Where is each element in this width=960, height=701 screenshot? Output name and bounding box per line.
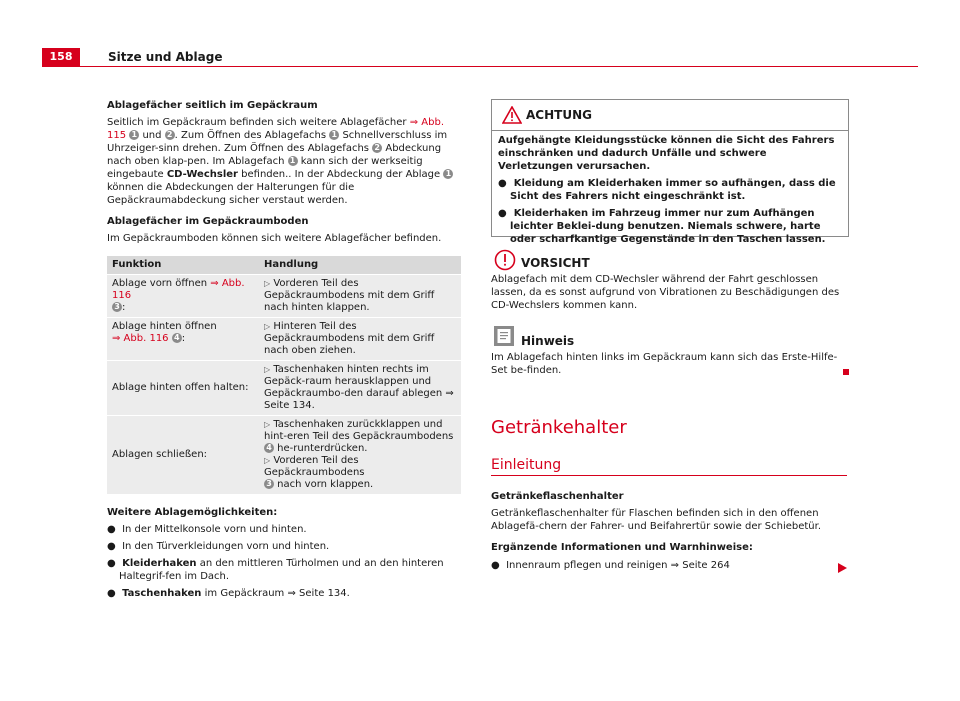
- text: befinden.. In der Abdeckung der Ablage: [237, 169, 444, 180]
- info-icon: [493, 325, 515, 347]
- paragraph-side-compartments: [107, 116, 463, 207]
- bold-text: CD-Wechsler: [166, 169, 238, 180]
- table-cell-action: [259, 361, 461, 416]
- bullet: ●: [107, 524, 116, 535]
- header-rule: [42, 66, 918, 67]
- figure-link[interactable]: ⇒ Abb. 116: [112, 278, 245, 301]
- continue-arrow-icon: [838, 563, 847, 573]
- text: . Zum Öffnen des Ablagefachs: [174, 130, 330, 141]
- heading-additional-info: Ergänzende Informationen und Warnhinweise:: [491, 542, 753, 553]
- heading-more-storage: Weitere Ablagemöglichkeiten:: [107, 507, 278, 518]
- text[interactable]: Innenraum pflegen und reinigen ⇒ Seite 264: [506, 560, 730, 571]
- bold-text: Kleiderhaken: [122, 558, 197, 569]
- text: Seitlich im Gepäckraum befinden sich weitere Ablagefächer: [107, 117, 410, 128]
- text: Abdeckung nach oben klap-pen. Im Ablagefach: [107, 143, 442, 167]
- subsection-rule: [491, 475, 847, 476]
- text: In den Türverkleidungen vorn und hinten.: [122, 541, 330, 552]
- text: Taschenhaken hinten rechts im Gepäck-raum herausklappen und Gepäckraumbo-den darauf ablegen ⇒ Seite 134.: [264, 364, 454, 411]
- warning-header: [492, 100, 848, 131]
- text: Kleiderhaken im Fahrzeug immer nur zum Aufhängen leichter Beklei-dung benutzen. Niemals schwere, harte oder scharfkantige Gegenstände in den Taschen lassen.: [510, 208, 826, 245]
- text: Ablage vorn öffnen: [112, 278, 211, 289]
- list-item: [107, 523, 463, 536]
- callout-4: 4: [172, 333, 182, 343]
- triangle-icon: ▷: [264, 365, 271, 374]
- warning-body: [492, 131, 848, 246]
- list-item: [107, 557, 463, 583]
- paragraph-bottle-holder: Getränkeflaschenhalter für Flaschen befinden sich in den offenen Ablagefä-chern der Fahrer- und Beifahrertür sowie der Schiebetür.: [491, 508, 822, 532]
- caution-icon: [494, 249, 516, 271]
- heading-bottle-holder: Getränkeflaschenhalter: [491, 491, 624, 502]
- text: an den mittleren Türholmen und an den hinteren Haltegrif-fen im Dach.: [119, 558, 444, 582]
- figure-link[interactable]: ⇒ Abb. 115: [107, 117, 444, 141]
- table-cell-function: Ablage hinten offen halten:: [107, 361, 259, 416]
- function-table: [107, 256, 461, 494]
- caution-title: VORSICHT: [521, 256, 590, 270]
- callout-1: 1: [129, 130, 139, 140]
- warning-title: ACHTUNG: [526, 108, 592, 122]
- text: he-runterdrücken.: [274, 443, 368, 454]
- text: :: [181, 333, 186, 344]
- table-cell-function: Ablagen schließen:: [107, 416, 259, 495]
- bullet: ●: [498, 178, 507, 189]
- text: können die Abdeckungen der Halterungen für die Gepäckraumabdeckung sicher verstaut werden.: [107, 182, 355, 206]
- callout-2: 2: [372, 143, 382, 153]
- text: im Gepäckraum ⇒ Seite 134.: [201, 588, 350, 599]
- callout-4: 4: [264, 443, 274, 453]
- triangle-icon: ▷: [264, 420, 271, 429]
- table-row: [107, 318, 461, 361]
- figure-link[interactable]: ⇒ Abb. 116: [112, 333, 169, 344]
- table-header-row: [107, 256, 461, 275]
- text: Ablage hinten öffnen: [112, 321, 217, 332]
- triangle-icon: ▷: [264, 456, 271, 465]
- warning-box: [491, 99, 849, 245]
- warning-text: Aufgehängte Kleidungsstücke können die Sicht des Fahrers einschränken und dadurch Unfälle und schwere Verletzungen verursachen.: [498, 135, 835, 172]
- callout-3: 3: [264, 479, 274, 489]
- callout-2: 2: [165, 130, 175, 140]
- callout-3: 3: [112, 302, 122, 312]
- page-number: 158: [42, 48, 80, 66]
- note-title: Hinweis: [521, 334, 575, 348]
- table-cell-action: [259, 275, 461, 318]
- chapter-title: Sitze und Ablage: [108, 50, 223, 64]
- bottle-holder-block: [491, 490, 847, 572]
- table-cell-function: [107, 318, 259, 361]
- warning-list-item: [498, 207, 842, 246]
- bullet: ●: [491, 560, 500, 571]
- warning-list-item: [498, 177, 842, 203]
- caution-text: Ablagefach mit dem CD-Wechsler während der Fahrt geschlossen lassen, da es sonst aufgrund von Vibrationen zu Beschädigungen des CD-Wechslers kommen kann.: [491, 274, 840, 311]
- list-item: [491, 559, 847, 572]
- heading-side-compartments: Ablagefächer seitlich im Gepäckraum: [107, 100, 318, 111]
- table-cell-action: [259, 416, 461, 495]
- heading-floor-compartments: Ablagefächer im Gepäckraumboden: [107, 216, 309, 227]
- list-item: [107, 540, 463, 553]
- table-header-action: Handlung: [259, 256, 461, 275]
- text: Vorderen Teil des Gepäckraumbodens mit dem Griff nach hinten klappen.: [264, 278, 435, 313]
- table-cell-function: [107, 275, 259, 318]
- triangle-icon: ▷: [264, 322, 271, 331]
- table-cell-action: [259, 318, 461, 361]
- callout-1: 1: [288, 156, 298, 166]
- note-text: Im Ablagefach hinten links im Gepäckraum kann sich das Erste-Hilfe-Set be-finden.: [491, 352, 838, 376]
- callout-1: 1: [329, 130, 339, 140]
- bullet: ●: [498, 208, 507, 219]
- list-item: [107, 587, 463, 600]
- table-row: [107, 361, 461, 416]
- text: Kleidung am Kleiderhaken immer so aufhängen, dass die Sicht des Fahrers nicht eingeschränkt ist.: [510, 178, 836, 202]
- subsection-title: Einleitung: [491, 457, 562, 473]
- text: und: [142, 130, 165, 141]
- bold-text: Taschenhaken: [122, 588, 202, 599]
- text: Vorderen Teil des Gepäckraumbodens: [264, 455, 365, 478]
- text: In der Mittelkonsole vorn und hinten.: [122, 524, 307, 535]
- section-title: Getränkehalter: [491, 417, 627, 438]
- bullet: ●: [107, 541, 116, 552]
- text: :: [122, 302, 126, 313]
- text: nach vorn klappen.: [274, 479, 374, 490]
- table-header-function: Funktion: [107, 256, 259, 275]
- bullet: ●: [107, 588, 116, 599]
- warning-triangle-icon: [502, 106, 522, 124]
- text: Schnellverschluss im Uhrzeiger-sinn drehen. Zum Öffnen des Ablagefachs: [107, 130, 448, 154]
- triangle-icon: ▷: [264, 279, 271, 288]
- end-of-section-marker: [843, 369, 849, 375]
- text: Taschenhaken zurückklappen und hint-eren Teil des Gepäckraumbodens: [264, 419, 454, 442]
- callout-1: 1: [443, 169, 453, 179]
- text: Hinteren Teil des Gepäckraumbodens mit dem Griff nach oben ziehen.: [264, 321, 435, 356]
- table-row: [107, 416, 461, 495]
- left-column: [107, 99, 463, 600]
- text: kann sich der werkseitig eingebaute: [107, 156, 423, 180]
- table-row: [107, 275, 461, 318]
- bullet: ●: [107, 558, 116, 569]
- paragraph-floor-compartments: Im Gepäckraumboden können sich weitere Ablagefächer befinden.: [107, 233, 442, 244]
